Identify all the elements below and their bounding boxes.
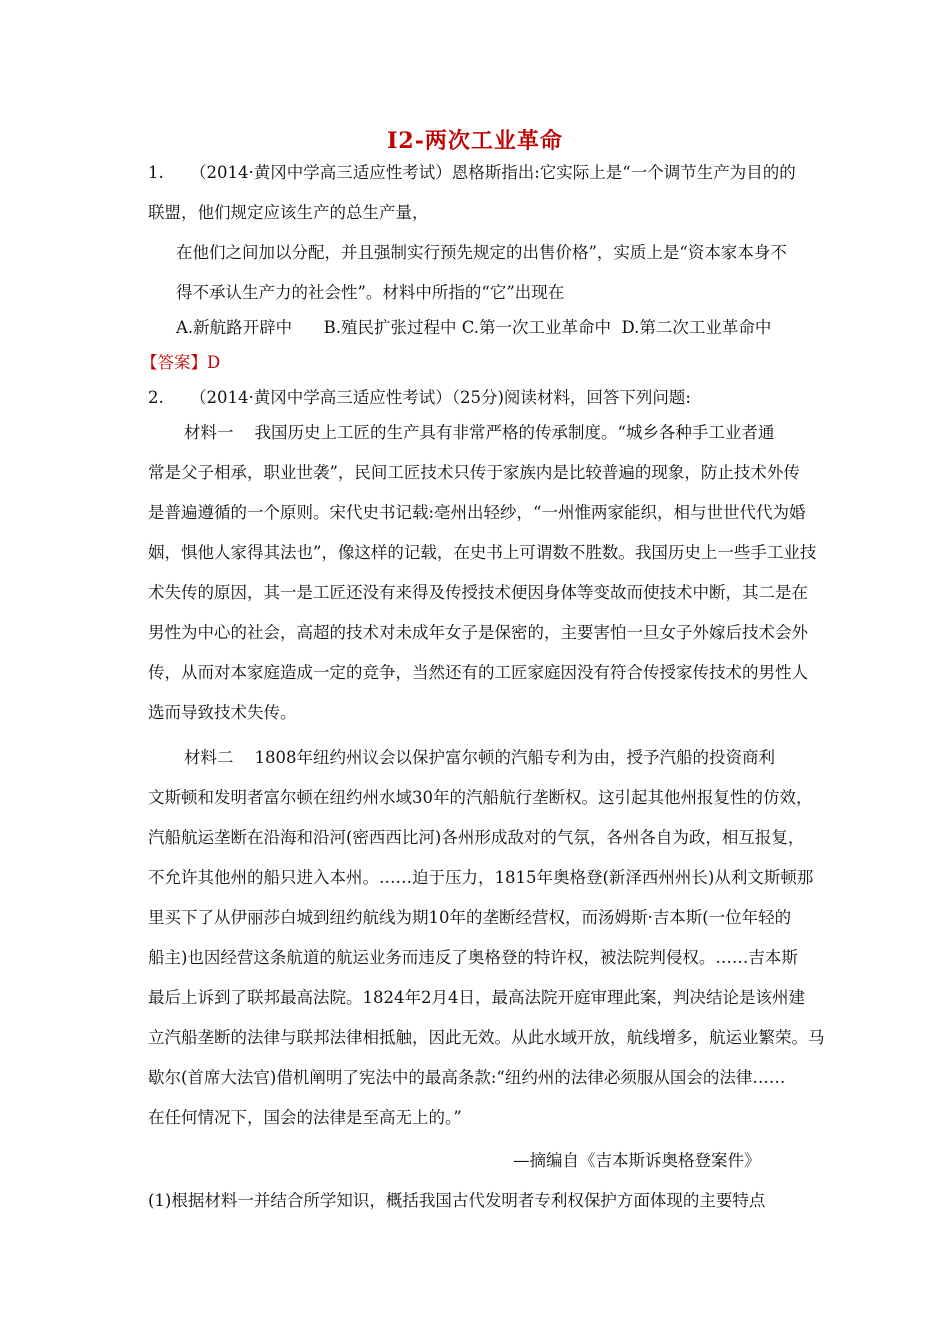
q2-material2-line: 里买下了从伊丽莎白城到纽约航线为期10年的垄断经营权，而汤姆斯·吉本斯(一位年轻的: [148, 908, 792, 927]
q1-options: A.新航路开辟中 B.殖民扩张过程中 C.第一次工业革命中 D.第二次工业革命中: [176, 318, 772, 337]
q1-line-4: 得不承认生产力的社会性”。材料中所指的“它”出现在: [176, 283, 565, 302]
q2-material2-line: 船主)也因经营这条航道的航运业务而违反了奥格登的特许权，被法院判侵权。……吉本斯: [148, 948, 798, 967]
q1-answer: [141, 352, 220, 374]
answer-value: D: [207, 353, 221, 372]
q2-material1-line: 选而导致技术失传。: [148, 703, 297, 722]
answer-label: 【答案】: [141, 353, 207, 372]
q2-source-citation: —摘编自《吉本斯诉奥格登案件》: [513, 1151, 761, 1170]
q1-line-3: 在他们之间加以分配，并且强制实行预先规定的出售价格”，实质上是“资本家本身不: [176, 243, 787, 262]
q2-material2-line: 歇尔(首席大法官)借机阐明了宪法中的最高条款:“纽约州的法律必须服从国会的法律……: [148, 1068, 786, 1087]
q2-material1-line: 传，从而对本家庭造成一定的竞争，当然还有的工匠家庭因没有符合传授家传技术的男性人: [148, 663, 808, 682]
q2-material1-line: 姻，惧他人家得其法也”，像这样的记载，在史书上可谓数不胜数。我国历史上一些手工业技: [148, 543, 817, 562]
q2-material2-line: 文斯顿和发明者富尔顿在纽约州水域30年的汽船航行垄断权。这引起其他州报复性的仿效，: [148, 788, 813, 807]
q2-material1-line: 术失传的原因，其一是工匠还没有来得及传授技术便因身体等变故而使技术中断，其二是在: [148, 583, 808, 602]
q2-material1-line: 男性为中心的社会，高超的技术对未成年女子是保密的，主要害怕一旦女子外嫁后技术会外: [148, 623, 808, 642]
q2-material2-line: 最后上诉到了联邦最高法院。1824年2月4日，最高法院开庭审理此案，判决结论是该州建: [148, 988, 805, 1007]
document-title: I2-两次工业革命: [387, 128, 563, 154]
q2-material1-line: 常是父子相承，职业世袭”，民间工匠技术只传于家族内是比较普遍的现象，防止技术外传: [148, 463, 800, 482]
q2-material2-line: 在任何情况下，国会的法律是至高无上的。”: [148, 1108, 462, 1127]
q1-line-1: 1. （2014·黄冈中学高三适应性考试）恩格斯指出:它实际上是“一个调节生产为目的的: [148, 163, 796, 182]
q2-material2-line: 不允许其他州的船只进入本州。……迫于压力，1815年奥格登(新泽西州州长)从利文斯顿那: [148, 868, 814, 887]
q2-material2-line: 汽船航运垄断在沿海和沿河(密西西比河)各州形成敌对的气氛，各州各自为政，相互报复，: [148, 828, 805, 847]
q2-material1-line: 是普遍遵循的一个原则。宋代史书记载:亳州出轻纱，“一州惟两家能织，相与世世代代为婚: [148, 503, 806, 522]
q2-material1-line: 材料一 我国历史上工匠的生产具有非常严格的传承制度。“城乡各种手工业者通: [184, 423, 775, 442]
q1-line-2: 联盟，他们规定应该生产的总生产量，: [148, 203, 429, 222]
q2-header: 2. （2014·黄冈中学高三适应性考试）（25分)阅读材料，回答下列问题:: [148, 388, 691, 407]
q2-subquestion-1: (1)根据材料一并结合所学知识，概括我国古代发明者专利权保护方面体现的主要特点: [148, 1191, 766, 1210]
q2-material2-line: 材料二 1808年纽约州议会以保护富尔顿的汽船专利为由，授予汽船的投资商利: [184, 748, 775, 767]
q2-material2-line: 立汽船垄断的法律与联邦法律相抵触，因此无效。从此水域开放，航线增多，航运业繁荣。马: [148, 1028, 825, 1047]
